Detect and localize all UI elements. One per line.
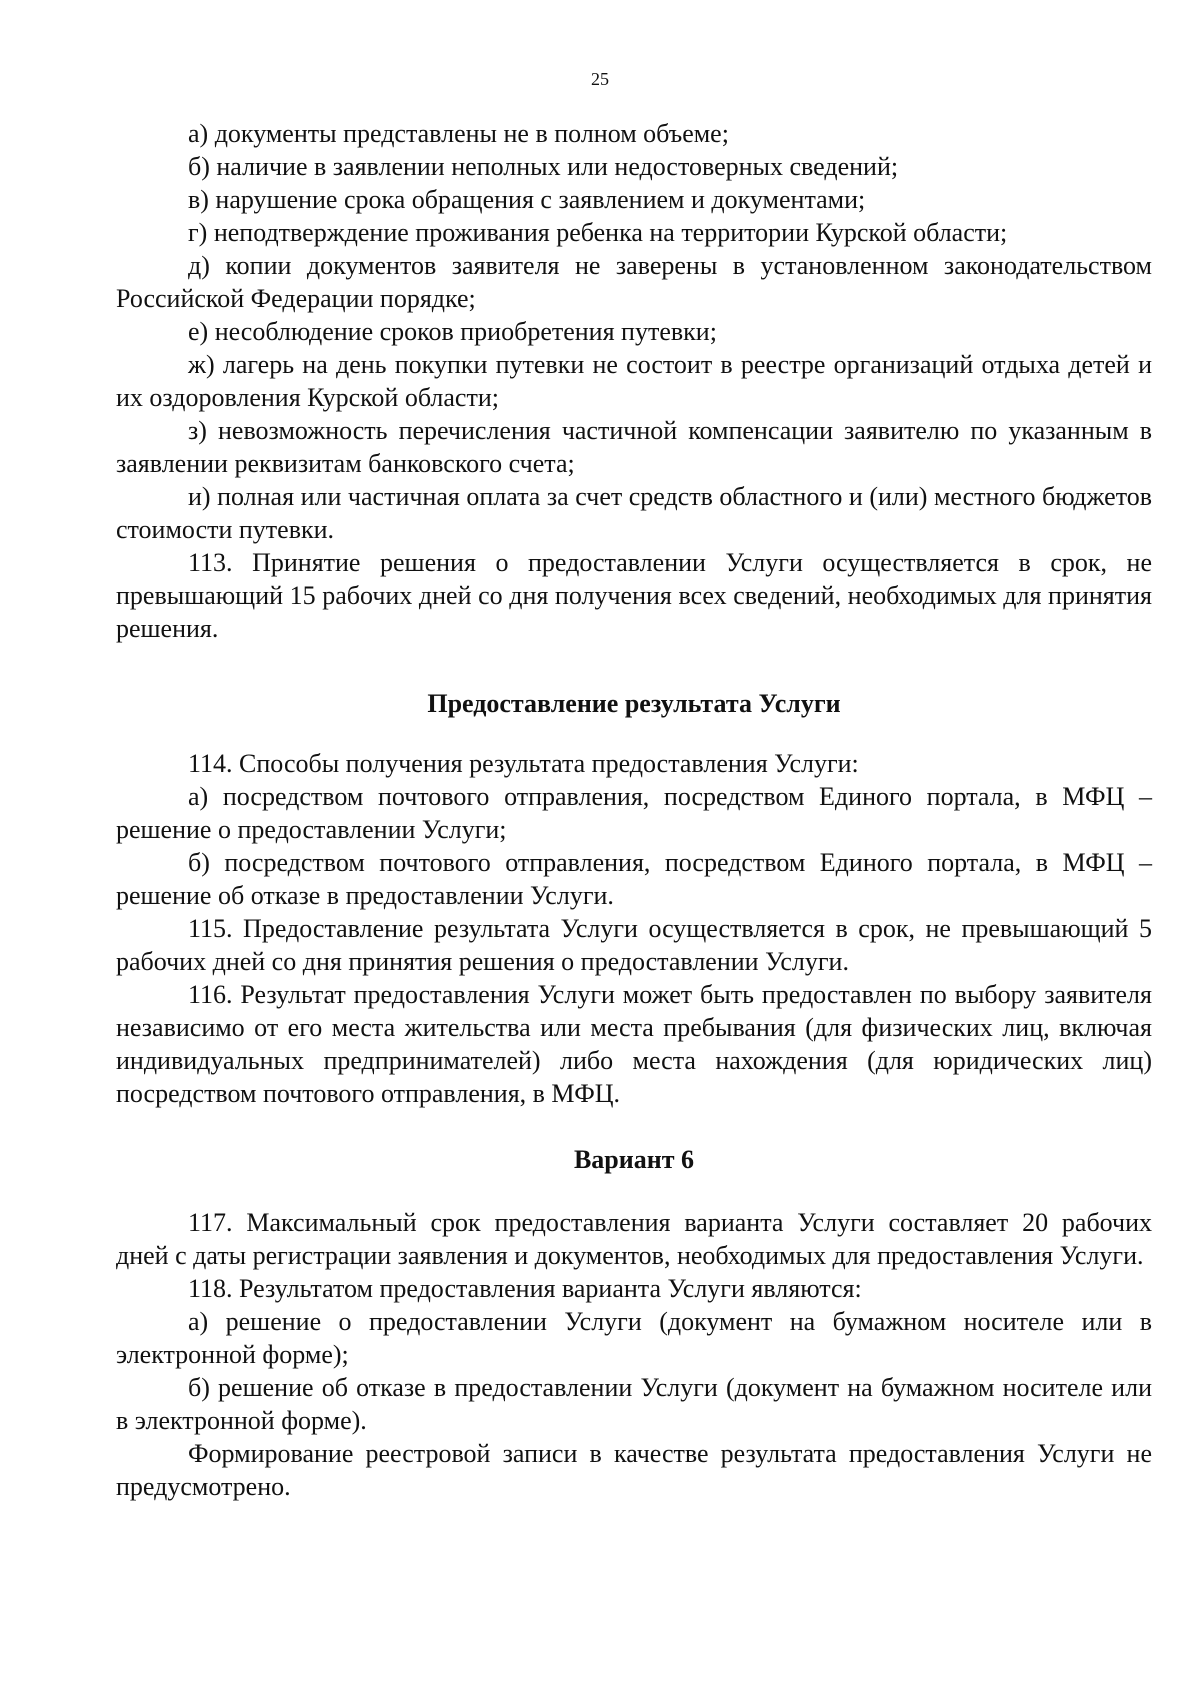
paragraph-113: 113. Принятие решения о предоставлении Услуги осуществляется в срок, не превышающий 15 рабочих дней со дня получения всех сведений, необходимых для принятия решения. bbox=[116, 548, 1152, 643]
list-item: ж) лагерь на день покупки путевки не состоит в реестре организаций отдыха детей и их оздоровления Курской области; bbox=[116, 350, 1152, 412]
paragraph-118: 118. Результатом предоставления варианта Услуги являются: bbox=[188, 1274, 862, 1303]
paragraph-114: 114. Способы получения результата предоставления Услуги: bbox=[188, 749, 859, 778]
paragraph-115: 115. Предоставление результата Услуги осуществляется в срок, не превышающий 5 рабочих дней со дня принятия решения о предоставлении Услуги. bbox=[116, 914, 1152, 976]
list-item: г) неподтверждение проживания ребенка на территории Курской области; bbox=[188, 218, 1008, 247]
list-item: в) нарушение срока обращения с заявлением и документами; bbox=[188, 185, 866, 214]
paragraph-116: 116. Результат предоставления Услуги может быть предоставлен по выбору заявителя независимо от его места жительства или места пребывания (для физических лиц, включая индивидуальных предпринимателей) либо места нахождения (для юридических лиц) посредством почтового отправления, в МФЦ. bbox=[116, 980, 1152, 1108]
list-item: а) посредством почтового отправления, посредством Единого портала, в МФЦ – решение о предоставлении Услуги; bbox=[116, 782, 1152, 844]
list-item: б) наличие в заявлении неполных или недостоверных сведений; bbox=[188, 152, 899, 181]
list-item: а) решение о предоставлении Услуги (документ на бумажном носителе или в электронной форме); bbox=[116, 1307, 1152, 1369]
list-item: б) решение об отказе в предоставлении Услуги (документ на бумажном носителе или в электронной форме). bbox=[116, 1373, 1152, 1435]
paragraph-final: Формирование реестровой записи в качестве результата предоставления Услуги не предусмотрено. bbox=[116, 1439, 1152, 1501]
list-item: е) несоблюдение сроков приобретения путевки; bbox=[188, 317, 717, 346]
page-number: 25 bbox=[591, 69, 609, 89]
list-item: д) копии документов заявителя не заверены в установленном законодательством Российской Федерации порядке; bbox=[116, 251, 1152, 313]
list-item: а) документы представлены не в полном объеме; bbox=[188, 119, 729, 148]
paragraph-117: 117. Максимальный срок предоставления варианта Услуги составляет 20 рабочих дней с даты регистрации заявления и документов, необходимых для предоставления Услуги. bbox=[116, 1208, 1152, 1270]
document-body bbox=[116, 117, 1152, 1503]
list-item: б) посредством почтового отправления, посредством Единого портала, в МФЦ – решение об отказе в предоставлении Услуги. bbox=[116, 848, 1152, 910]
list-item: и) полная или частичная оплата за счет средств областного и (или) местного бюджетов стоимости путевки. bbox=[116, 482, 1152, 544]
section-heading-result: Предоставление результата Услуги bbox=[427, 689, 841, 718]
list-item: з) невозможность перечисления частичной компенсации заявителю по указанным в заявлении реквизитам банковского счета; bbox=[116, 416, 1152, 478]
section-heading-variant: Вариант 6 bbox=[573, 1145, 695, 1174]
